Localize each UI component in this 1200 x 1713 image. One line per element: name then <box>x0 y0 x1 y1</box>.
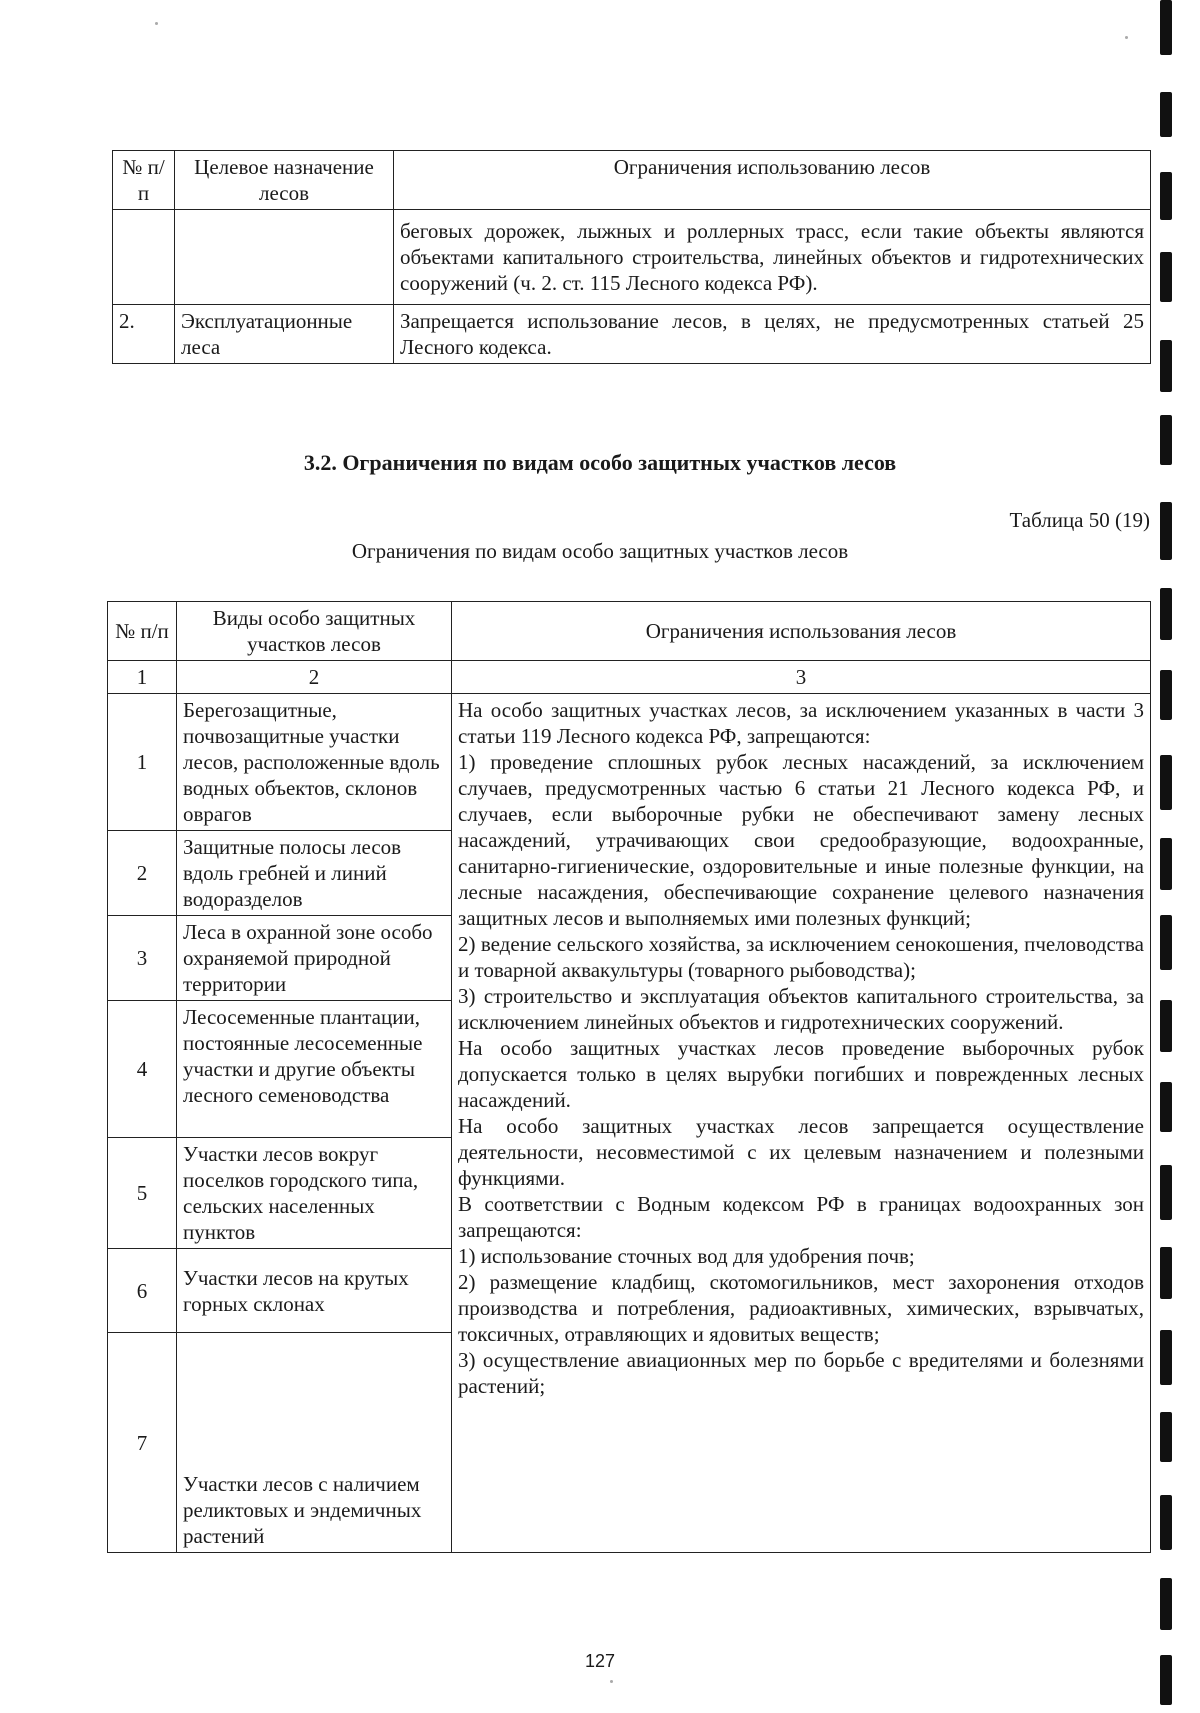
binder-mark <box>1160 1000 1172 1052</box>
row-num: 6 <box>108 1249 177 1333</box>
restriction-paragraph: 1) проведение сплошных рубок лесных насаждений, за исключением случаев, предусмотренных частью 6 статьи 21 Лесного кодекса РФ, и случаев, если выборочные рубки не обеспечивают замену лесных насаждений, утрачивающих свои средообразующие, водоохранные, санитарно-гигиенические, оздоровительные и иные полезные функции, на лесные насаждения, обеспечивающие сохранение целевого назначения защитных лесов и выполняемых ими полезных функций; <box>458 750 1144 930</box>
restriction-paragraph: На особо защитных участках лесов, за исключением указанных в части 3 статьи 119 Лесного кодекса РФ, запрещаются: <box>458 698 1144 748</box>
binder-mark <box>1160 92 1172 137</box>
row-kind: Леса в охранной зоне особо охраняемой природной территории <box>177 916 452 1001</box>
table-header-row <box>113 151 1151 210</box>
binder-mark <box>1160 340 1172 392</box>
restriction-paragraph: 2) размещение кладбищ, скотомогильников, мест захоронения отходов производства и потребления, радиоактивных, химических, взрывчатых, токсичных, отравляющих и ядовитых веществ; <box>458 1270 1144 1346</box>
row-kind: Участки лесов на крутых горных склонах <box>177 1249 452 1333</box>
binder-mark <box>1160 755 1172 810</box>
row-num: 3 <box>108 916 177 1001</box>
binder-mark <box>1160 1412 1172 1462</box>
table-row <box>113 210 1151 305</box>
restriction-paragraph: 1) использование сточных вод для удобрения почв; <box>458 1244 915 1268</box>
row-kind: Участки лесов с наличием реликтовых и эндемичных растений <box>177 1333 452 1553</box>
table-number: Таблица 50 (19) <box>1009 508 1150 532</box>
row-restriction-text: Запрещается использование лесов, в целях, не предусмотренных статьей 25 Лесного кодекса. <box>394 305 1151 364</box>
header-kinds: Виды особо защитных участков лесов <box>177 602 452 661</box>
restriction-paragraph: В соответствии с Водным кодексом РФ в границах водоохранных зон запрещаются: <box>458 1192 1144 1242</box>
row-num: 7 <box>108 1333 177 1553</box>
restriction-paragraph: 3) осуществление авиационных мер по борьбе с вредителями и болезнями растений; <box>458 1348 1144 1398</box>
binder-mark <box>1160 172 1172 220</box>
page-number: 127 <box>584 1651 616 1671</box>
scan-speck <box>610 1680 613 1683</box>
restriction-paragraph: На особо защитных участках лесов запрещается осуществление деятельности, несовместимой с их целевым назначением и полезными функциями. <box>458 1114 1144 1190</box>
col-number: 2 <box>177 661 452 694</box>
scan-speck <box>1125 36 1128 39</box>
row-num: 5 <box>108 1138 177 1249</box>
table-row <box>113 305 1151 364</box>
binder-mark <box>1160 670 1172 720</box>
binder-mark <box>1160 1165 1172 1220</box>
table-caption: Ограничения по видам особо защитных участков лесов <box>351 539 849 563</box>
row-kind: Участки лесов вокруг поселков городского типа, сельских населенных пунктов <box>177 1138 452 1249</box>
binder-mark <box>1160 1247 1172 1299</box>
restriction-paragraph: На особо защитных участках лесов проведение выборочных рубок допускается только в целях вырубки погибших и поврежденных лесных насаждений. <box>458 1036 1144 1112</box>
col-number: 1 <box>108 661 177 694</box>
section-heading: 3.2. Ограничения по видам особо защитных участков лесов <box>303 450 897 475</box>
binder-mark <box>1160 1082 1172 1132</box>
row-num: 1 <box>108 694 177 831</box>
row-restriction-text: беговых дорожек, лыжных и роллерных трасс, если такие объекты являются объектами капитального строительства, линейных объектов и гидротехнических сооружений (ч. 2. ст. 115 Лесного кодекса РФ). <box>394 210 1151 305</box>
row-kind: Берегозащитные, почвозащитные участки лесов, расположенные вдоль водных объектов, склонов оврагов <box>177 694 452 831</box>
scan-speck <box>155 22 158 25</box>
header-num: № п/п <box>108 602 177 661</box>
binder-mark <box>1160 1578 1172 1630</box>
row-num: 4 <box>108 1001 177 1138</box>
row-kind: Лесосеменные плантации, постоянные лесосеменные участки и другие объекты лесного семеноводства <box>177 1001 452 1138</box>
binder-mark <box>1160 838 1172 890</box>
row-num: 2. <box>113 305 175 364</box>
row-num <box>113 210 175 305</box>
binder-mark <box>1160 1495 1172 1550</box>
header-restrictions: Ограничения использования лесов <box>452 602 1151 661</box>
row-purpose: Эксплуатационные леса <box>175 305 394 364</box>
col-number: 3 <box>452 661 1151 694</box>
row-kind: Защитные полосы лесов вдоль гребней и линий водоразделов <box>177 831 452 916</box>
binder-mark <box>1160 1330 1172 1385</box>
header-purpose: Целевое назначение лесов <box>175 151 394 210</box>
header-num: № п/п <box>113 151 175 210</box>
binder-mark <box>1160 0 1172 55</box>
row-purpose <box>175 210 394 305</box>
table-header-row <box>108 602 1151 661</box>
binder-mark <box>1160 588 1172 640</box>
column-number-row <box>108 661 1151 694</box>
header-restrictions: Ограничения использованию лесов <box>394 151 1151 210</box>
purpose-restrictions-table <box>112 150 1151 364</box>
row-num: 2 <box>108 831 177 916</box>
binder-mark <box>1160 252 1172 302</box>
table-row <box>108 694 1151 831</box>
restriction-paragraph: 3) строительство и эксплуатация объектов капитального строительства, за исключением линейных объектов и гидротехнических сооружений. <box>458 984 1144 1034</box>
restriction-paragraph: 2) ведение сельского хозяйства, за исключением сенокошения, пчеловодства и товарной аквакультуры (товарного рыбоводства); <box>458 932 1144 982</box>
binder-mark <box>1160 915 1172 970</box>
protected-areas-table <box>107 601 1151 1553</box>
restrictions-cell <box>452 694 1151 1553</box>
